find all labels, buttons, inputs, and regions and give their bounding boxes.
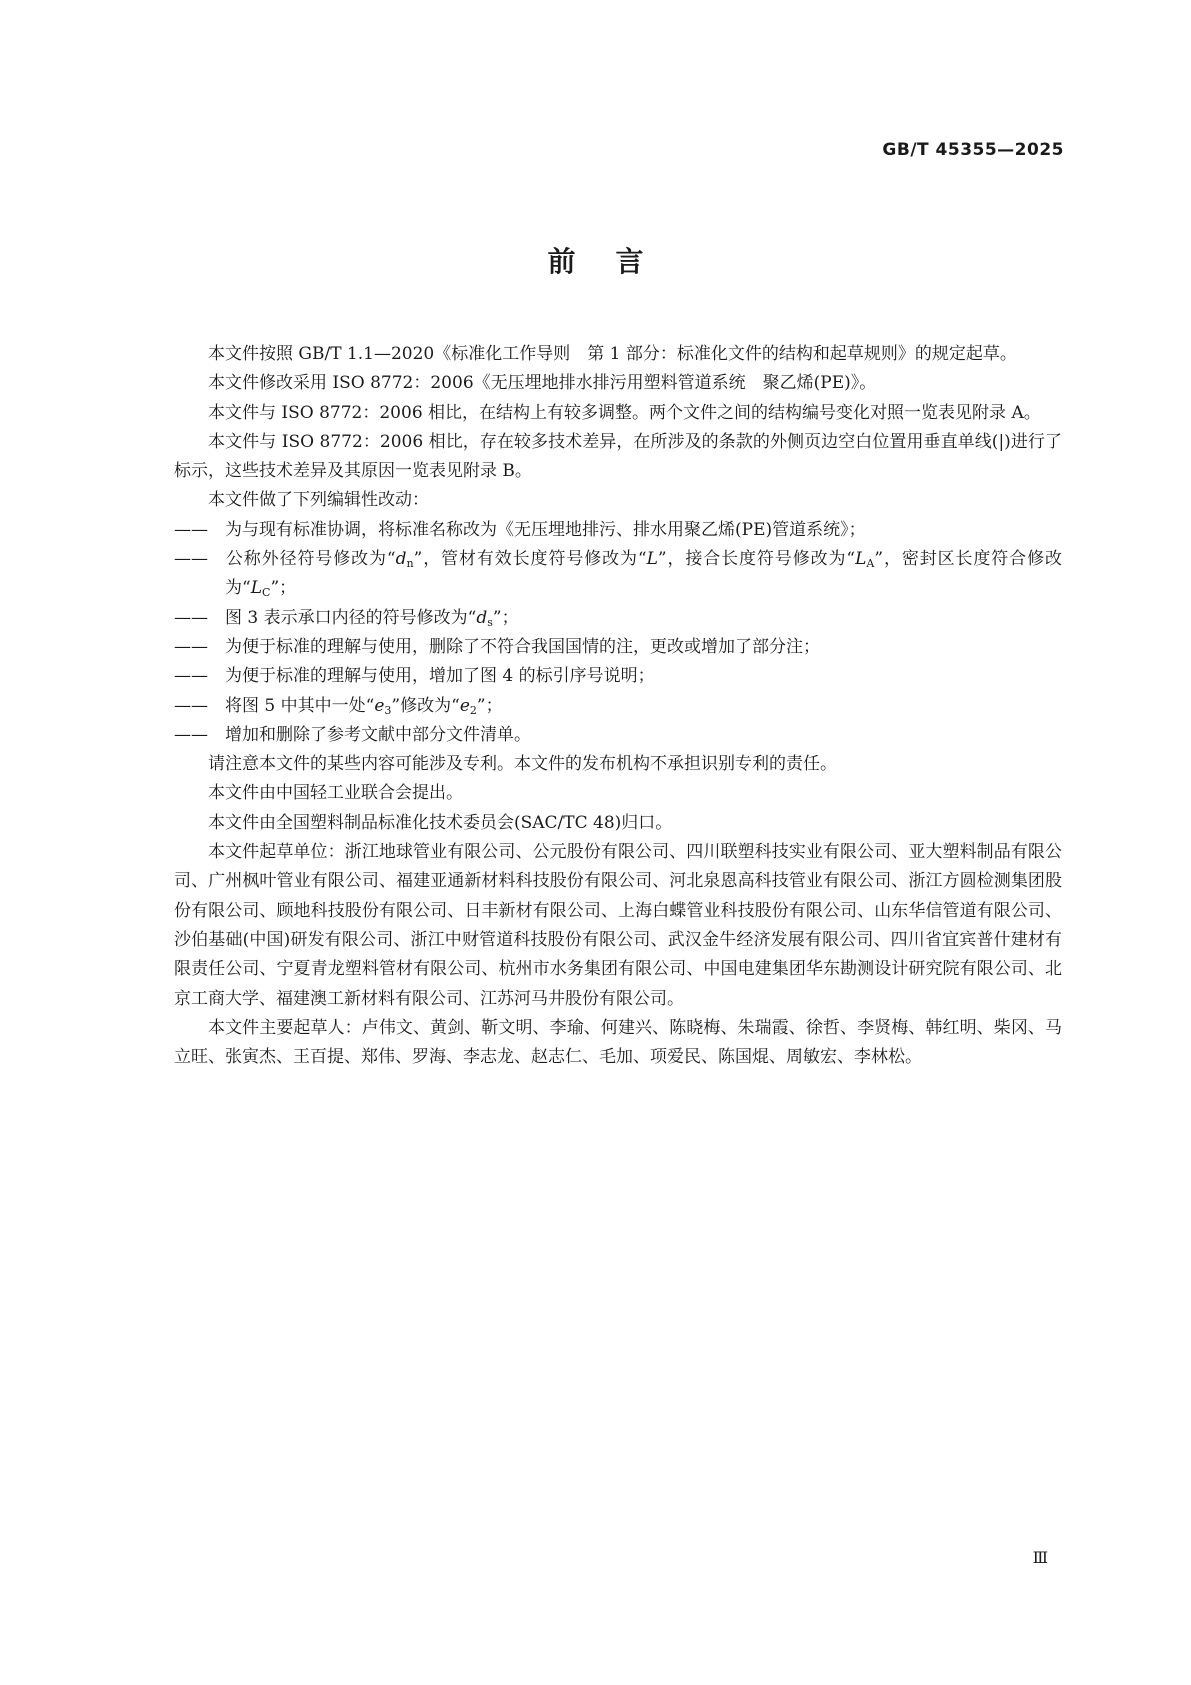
standard-code: GB/T 45355—2025: [882, 140, 1064, 160]
dash-mark: ——: [174, 666, 208, 687]
symbol-dn: d: [395, 549, 407, 570]
list-item-edit-bibliography: —— 增加和删除了参考文献中部分文件清单。: [174, 721, 1062, 750]
paragraph-adoption: 本文件修改采用 ISO 8772：2006《无压埋地排水排污用塑料管道系统 聚乙烯(PE)》。: [208, 373, 877, 394]
paragraph-committee: 本文件由全国塑料制品标准化技术委员会(SAC/TC 48)归口。: [208, 812, 673, 833]
list-item-edit-figure5: —— 将图 5 中其中一处“$e_3$”修改为“$e_2$”；: [174, 692, 1062, 721]
foreword-body: [174, 340, 1062, 1072]
page-number: Ⅲ: [1032, 1548, 1048, 1567]
dash-mark: ——: [174, 695, 208, 716]
list-item-edit-symbols: —— 公称外径符号修改为“$d_n$”，管材有效长度符号修改为“L”，接合长度符号修改为“$L_A$”，密封区长度符合修改为“$L_C$”；: [174, 545, 1062, 604]
paragraph-patent-notice: 请注意本文件的某些内容可能涉及专利。本文件的发布机构不承担识别专利的责任。: [208, 754, 837, 775]
dash-mark: ——: [174, 636, 208, 657]
dash-mark: ——: [174, 519, 208, 540]
symbol-e3: e: [374, 695, 385, 716]
paragraph-structure-changes: 本文件与 ISO 8772：2006 相比，在结构上有较多调整。两个文件之间的结构编号变化对照一览表见附录 A。: [208, 402, 1041, 423]
page-title: 前言: [547, 245, 684, 278]
list-item-edit-figure4: —— 为便于标准的理解与使用，增加了图 4 的标引序号说明；: [174, 662, 1062, 691]
paragraph-editorial-intro: 本文件做了下列编辑性改动：: [208, 490, 429, 511]
symbol-la: L: [855, 549, 867, 570]
paragraph-drafting-rules: 本文件按照 GB/T 1.1—2020《标准化工作导则 第 1 部分：标准化文件的结构和起草规则》的规定起草。: [208, 344, 1017, 364]
symbol-lc: L: [250, 578, 262, 599]
list-item-edit-socket-diameter: —— 图 3 表示承口内径的符号修改为“$d_s$”；: [174, 604, 1062, 633]
dash-mark: ——: [174, 607, 208, 628]
list-item-edit-title: —— 为与现有标准协调，将标准名称改为《无压埋地排污、排水用聚乙烯(PE)管道系统》；: [174, 516, 1062, 545]
dash-mark: ——: [174, 724, 208, 745]
list-item-edit-notes: —— 为便于标准的理解与使用，删除了不符合我国国情的注，更改或增加了部分注；: [174, 633, 1062, 662]
paragraph-technical-differences: 本文件与 ISO 8772：2006 相比，存在较多技术差异，在所涉及的条款的外侧页边空白位置用垂直单线(|)进行了标示，这些技术差异及其原因一览表见附录 B。: [174, 431, 1062, 482]
dash-mark: ——: [174, 549, 208, 570]
symbol-ds: d: [476, 607, 488, 628]
paragraph-drafting-units: 本文件起草单位：浙江地球管业有限公司、公元股份有限公司、四川联塑科技实业有限公司、亚大塑料制品有限公司、广州枫叶管业有限公司、福建亚通新材料科技股份有限公司、河北泉恩高科技管业有限公司、浙江方圆检测集团股份有限公司、顾地科技股份有限公司、日丰新材有限公司、上海白蝶管业科技股份有限公司、山东华信管道有限公司、沙伯基础(中国)研发有限公司、浙江中财管道科技股份有限公司、武汉金牛经济发展有限公司、四川省宜宾普什建材有限责任公司、宁夏青龙塑料管材有限公司、杭州市水务集团有限公司、中国电建集团华东勘测设计研究院有限公司、北京工商大学、福建澳工新材料有限公司、江苏河马井股份有限公司。: [174, 842, 1062, 1009]
paragraph-drafters: 本文件主要起草人：卢伟文、黄剑、靳文明、李瑜、何建兴、陈晓梅、朱瑞霞、徐哲、李贤梅、韩红明、柴冈、马立旺、张寅杰、王百提、郑伟、罗海、李志龙、赵志仁、毛加、项爱民、陈国焜、周敏宏、李林松。: [174, 1017, 1062, 1068]
symbol-e2: e: [459, 695, 470, 716]
paragraph-proposer: 本文件由中国轻工业联合会提出。: [208, 783, 463, 804]
symbol-l: L: [646, 549, 658, 570]
